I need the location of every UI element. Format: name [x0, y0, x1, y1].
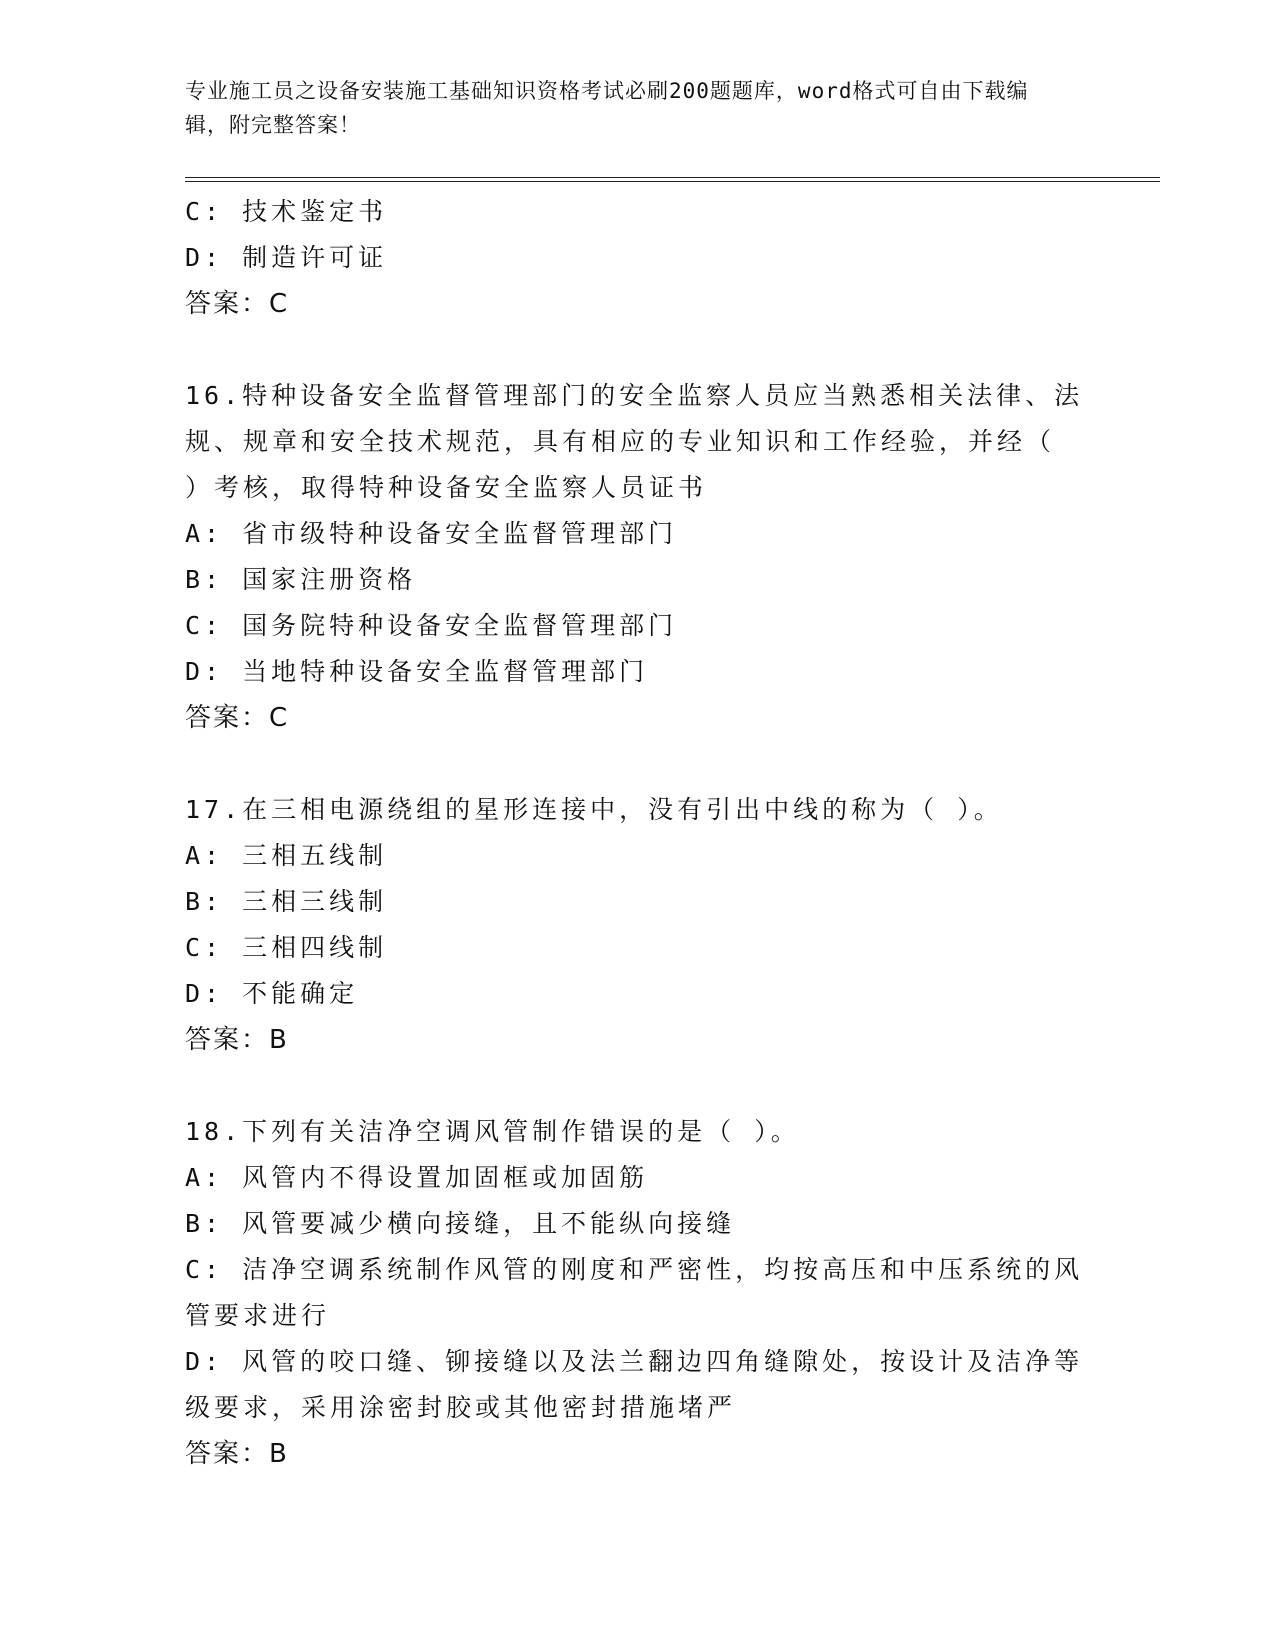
answer-line: 答案：C [185, 289, 290, 319]
question-15-continued [185, 189, 1085, 327]
question-stem-line: 16.特种设备安全监督管理部门的安全监察人员应当熟悉相关法律、法 [185, 381, 1084, 410]
question-stem-line: 规、规章和安全技术规范，具有相应的专业知识和工作经验，并经（ [185, 427, 1056, 456]
option-line: A: 三相五线制 [185, 841, 388, 870]
option-line: D: 当地特种设备安全监督管理部门 [185, 657, 649, 686]
document-header-title: 专业施工员之设备安装施工基础知识资格考试必刷200题题库，word格式可自由下载编辑，附完整答案！ [185, 79, 1029, 137]
option-line: C: 洁净空调系统制作风管的刚度和严密性，均按高压和中压系统的风 [185, 1255, 1084, 1284]
question-stem-line: 17.在三相电源绕组的星形连接中，没有引出中线的称为（ ）。 [185, 795, 1003, 824]
option-line: C: 技术鉴定书 [185, 197, 388, 226]
option-line: A: 风管内不得设置加固框或加固筋 [185, 1163, 649, 1192]
option-line: B: 风管要减少横向接缝，且不能纵向接缝 [185, 1209, 736, 1238]
answer-line: 答案：B [185, 1439, 289, 1469]
option-line: C: 国务院特种设备安全监督管理部门 [185, 611, 678, 640]
answer-line: 答案：C [185, 703, 290, 733]
question-list [185, 189, 1085, 1523]
option-line: A: 省市级特种设备安全监督管理部门 [185, 519, 678, 548]
option-line: B: 国家注册资格 [185, 565, 417, 594]
answer-line: 答案：B [185, 1025, 289, 1055]
option-line: 管要求进行 [185, 1301, 331, 1330]
option-line: 级要求，采用涂密封胶或其他密封措施堵严 [185, 1393, 737, 1422]
question-17 [185, 787, 1085, 1063]
option-line: B: 三相三线制 [185, 887, 388, 916]
question-16 [185, 373, 1085, 741]
question-stem-line: 18.下列有关洁净空调风管制作错误的是（ ）。 [185, 1117, 800, 1146]
header-divider [185, 177, 1160, 182]
option-line: D: 风管的咬口缝、铆接缝以及法兰翻边四角缝隙处，按设计及洁净等 [185, 1347, 1084, 1376]
question-stem-line: ）考核，取得特种设备安全监察人员证书 [185, 473, 708, 502]
question-18 [185, 1109, 1085, 1477]
option-line: D: 不能确定 [185, 979, 359, 1008]
option-line: D: 制造许可证 [185, 243, 388, 272]
option-line: C: 三相四线制 [185, 933, 388, 962]
